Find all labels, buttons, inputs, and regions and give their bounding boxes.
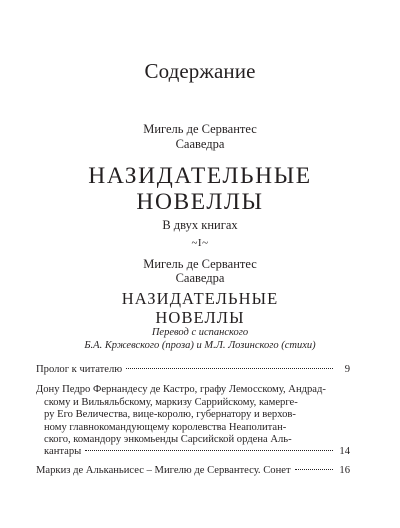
toc-page-number: 14 bbox=[339, 446, 350, 458]
translation-credit bbox=[0, 326, 400, 352]
toc-entry-title-line: ру Его Величества, вице-королю, губернатору и верхов- bbox=[44, 409, 296, 421]
toc-entry-title-line: ского, командору энкомьенды Сарсийской ордена Аль- bbox=[44, 434, 292, 446]
author-name-line1: Мигель де Сервантес bbox=[143, 122, 257, 136]
table-of-contents bbox=[36, 364, 350, 477]
toc-entry-prologue[interactable] bbox=[36, 364, 350, 376]
book-title-line1: НАЗИДАТЕЛЬНЫЕ bbox=[88, 163, 312, 189]
book-author bbox=[0, 122, 400, 152]
toc-entry-title-line: кантары bbox=[44, 446, 82, 458]
toc-entry-sonnet[interactable] bbox=[36, 465, 350, 477]
toc-page-number: 16 bbox=[339, 464, 350, 476]
toc-entry-title: Маркиз де Альканьисес – Мигелю де Сервантесу. Сонет bbox=[36, 464, 291, 476]
toc-entry-title-line: скому и Вильяльбскому, маркизу Саррийскому, камерге- bbox=[44, 396, 298, 408]
translation-credit-line2: Б.А. Кржевского (проза) и М.Л. Лозинского (стихи) bbox=[84, 340, 316, 351]
contents-heading: Содержание bbox=[144, 59, 256, 83]
book-title-line2: НОВЕЛЛЫ bbox=[136, 189, 264, 215]
leader-dots bbox=[295, 469, 333, 470]
translation-credit-line1: Перевод с испанского bbox=[151, 327, 249, 338]
toc-entry-title-line: ному главнокомандующему королевства Неаполитан- bbox=[44, 421, 287, 433]
leader-dots bbox=[85, 450, 333, 451]
part-author-line2: Сааведра bbox=[175, 271, 225, 285]
volume-number: ~I~ bbox=[191, 237, 209, 249]
part-title-line1: НАЗИДАТЕЛЬНЫЕ bbox=[121, 289, 279, 308]
part-title-line2: НОВЕЛЛЫ bbox=[155, 308, 245, 327]
toc-entry-title: Пролог к читателю bbox=[36, 364, 123, 375]
leader-dots bbox=[126, 368, 333, 369]
part-author bbox=[0, 257, 400, 285]
author-name-line2: Сааведра bbox=[175, 137, 225, 151]
toc-entry-title-line: Дону Педро Фернандесу де Кастро, графу Лемосскому, Андрад- bbox=[36, 384, 326, 396]
toc-page-number: 9 bbox=[344, 364, 350, 375]
book-subtitle: В двух книгах bbox=[162, 218, 238, 232]
part-author-line1: Мигель де Сервантес bbox=[143, 257, 257, 271]
part-title bbox=[0, 289, 400, 327]
book-title bbox=[0, 163, 400, 215]
toc-entry-dedication[interactable] bbox=[36, 384, 350, 458]
